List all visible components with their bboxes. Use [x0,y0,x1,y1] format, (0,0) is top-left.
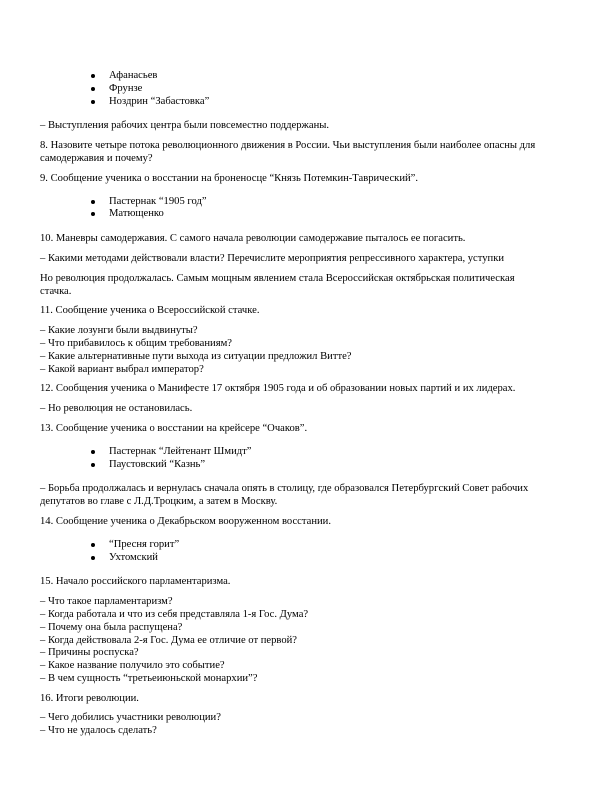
question-line: – Какие лозунги были выдвинуты? [40,325,198,337]
paragraph-line: Но революция продолжалась. Самым мощным явлением стала Всероссийская октябрьская политическая [40,272,515,284]
question-line: – Какие альтернативные пути выхода из ситуации предложил Витте? [40,350,352,362]
paragraph: 15. Начало российского парламентаризма. [40,576,231,588]
list-item: Ноздрин “Забастовка” [90,96,572,109]
list-item: Матющенко [90,208,572,221]
paragraph: 11. Сообщение ученика о Всероссийской стачке. [40,305,260,317]
question-line: – Какое название получило это событие? [40,660,225,672]
list-item: Паустовский “Казнь” [90,459,572,472]
question-line: – В чем сущность “третьеиюньской монархии”? [40,672,258,684]
list-item: “Пресня горит” [90,539,572,552]
question-8 [40,140,572,166]
paragraph: 13. Сообщение ученика о восстании на крейсере “Очаков”. [40,422,308,434]
question-line: – Что прибавилось к общим требованиям? [40,337,232,349]
questions-15 [40,596,572,686]
question-line: – Какой вариант выбрал император? [40,363,204,375]
question-line: – Чего добились участники революции? [40,712,221,724]
questions-16 [40,712,572,738]
paragraph-line: 8. Назовите четыре потока революционного движения в России. Чьи выступления были наиболее опасны для [40,140,536,152]
author-list-1 [90,70,572,108]
list-item: Фрунзе [90,83,572,96]
paragraph-line: – Борьба продолжалась и вернулась сначала опять в столицу, где образовался Петербургский Совет рабочих [40,483,529,495]
paragraph: 10. Маневры самодержавия. С самого начала революции самодержавие пыталось ее погасить. [40,233,466,245]
list-item: Пастернак “1905 год” [90,196,572,209]
paragraph: – Но революция не остановилась. [40,403,193,415]
author-list-2 [90,196,572,222]
paragraph: 14. Сообщение ученика о Декабрьском вооруженном восстании. [40,515,331,527]
paragraph-strike [40,273,572,299]
list-item: Ухтомский [90,552,572,565]
author-list-4 [90,539,572,565]
paragraph-line: самодержавия и почему? [40,152,153,164]
question-line: – Что такое парламентаризм? [40,596,173,608]
paragraph-line: депутатов во главе с Л.Д.Троцким, а затем в Москву. [40,496,278,508]
paragraph: 12. Сообщения ученика о Манифесте 17 октября 1905 года и об образовании новых партий и их лидерах. [40,383,516,395]
paragraph-struggle [40,483,572,509]
question-line: – Что не удалось сделать? [40,725,157,737]
question-line: – Почему она была распущена? [40,621,183,633]
list-item: Афанасьев [90,70,572,83]
paragraph-line: стачка. [40,285,72,297]
question-line: – Когда работала и что из себя представляла 1-я Гос. Дума? [40,608,309,620]
paragraph: 9. Сообщение ученика о восстании на броненосце “Князь Потемкин-Таврический”. [40,172,419,184]
paragraph: 16. Итоги революции. [40,692,139,704]
question-line: – Причины роспуска? [40,647,139,659]
list-item: Пастернак “Лейтенант Шмидт” [90,446,572,459]
author-list-3 [90,446,572,472]
questions-11 [40,325,572,376]
paragraph: – Какими методами действовали власти? Перечислите мероприятия репрессивного характера, уступки [40,252,505,264]
paragraph: – Выступления рабочих центра были повсеместно поддержаны. [40,120,330,132]
question-line: – Когда действовала 2-я Гос. Дума ее отличие от первой? [40,634,297,646]
